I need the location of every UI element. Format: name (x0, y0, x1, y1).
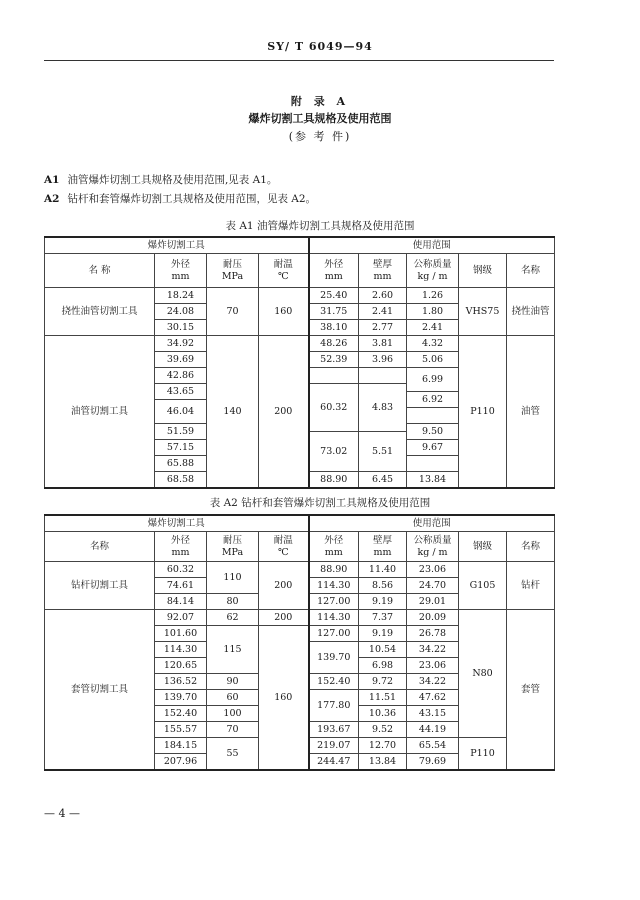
cell: 74.61 (155, 578, 207, 594)
table-a2-caption: 表 A2 钻杆和套管爆炸切割工具规格及使用范围 (209, 497, 431, 509)
col-wall-label: 壁厚 (373, 258, 393, 270)
cell: 219.07 (309, 738, 359, 754)
unit-mm: mm (171, 270, 190, 282)
paragraph-number: A2 (44, 193, 60, 205)
cell: 120.65 (155, 658, 207, 674)
cell: 65.88 (155, 456, 207, 472)
col-mass (407, 254, 459, 288)
unit-mm: mm (171, 546, 190, 558)
cell: 48.26 (309, 336, 359, 352)
cell: 9.19 (359, 626, 407, 642)
paragraph-a1 (44, 172, 277, 187)
col-od-label: 外径 (170, 258, 190, 270)
col-name: 名 称 (45, 254, 155, 288)
cell: 23.06 (407, 562, 459, 578)
cell: 60.32 (309, 384, 359, 432)
unit-mpa: MPa (221, 270, 244, 282)
cell: 12.70 (359, 738, 407, 754)
unit-degc: ℃ (277, 546, 289, 558)
cell: 60.32 (155, 562, 207, 578)
cell: 43.15 (407, 706, 459, 722)
col-grade: 钢级 (459, 254, 507, 288)
cell: 29.01 (407, 594, 459, 610)
paragraph-number: A1 (44, 174, 60, 186)
table-a1-caption: 表 A1 油管爆炸切割工具规格及使用范围 (225, 220, 415, 232)
cell: 200 (259, 336, 309, 489)
cell: 31.75 (309, 304, 359, 320)
paragraph-a2 (44, 191, 316, 206)
cell: 25.40 (309, 288, 359, 304)
cell: 160 (259, 626, 309, 771)
cell: 6.92 (407, 392, 459, 408)
document-header: SY/ T 6049—94 (267, 40, 373, 53)
cell: 160 (259, 288, 309, 336)
cell: 136.52 (155, 674, 207, 690)
cell: 60 (207, 690, 259, 706)
cell: 207.96 (155, 754, 207, 771)
cell: 13.84 (407, 472, 459, 489)
cell: 5.06 (407, 352, 459, 368)
col-pressure (207, 254, 259, 288)
cell: 139.70 (155, 690, 207, 706)
tool-group-header: 爆炸切割工具 (45, 515, 309, 532)
col-grade: 钢级 (459, 532, 507, 562)
cell: 57.15 (155, 440, 207, 456)
cell-empty (407, 456, 459, 472)
cell: 5.51 (359, 432, 407, 472)
unit-kgm: kg / m (417, 546, 448, 558)
table-row (45, 562, 555, 578)
cell: 油管 (507, 336, 555, 489)
cell: 155.57 (155, 722, 207, 738)
cell-empty (407, 408, 459, 424)
cell: 100 (207, 706, 259, 722)
cell: 6.99 (407, 368, 459, 392)
unit-mpa: MPa (221, 546, 244, 558)
cell: 200 (259, 610, 309, 626)
cell: 177.80 (309, 690, 359, 722)
cell: 139.70 (309, 642, 359, 674)
col-pressure-label: 耐压 (222, 534, 242, 546)
col-use-od (309, 532, 359, 562)
cell: 88.90 (309, 472, 359, 489)
cell: 4.32 (407, 336, 459, 352)
cell: 127.00 (309, 626, 359, 642)
cell: 65.54 (407, 738, 459, 754)
cell: 101.60 (155, 626, 207, 642)
cell: 152.40 (155, 706, 207, 722)
header-rule (44, 60, 554, 61)
paragraph-text: 油管爆炸切割工具规格及使用范围,见表 A1。 (67, 174, 278, 186)
cell: 84.14 (155, 594, 207, 610)
cell: 1.26 (407, 288, 459, 304)
cell: 2.60 (359, 288, 407, 304)
cell: P110 (459, 738, 507, 771)
cell: 114.30 (309, 610, 359, 626)
col-temp (259, 254, 309, 288)
cell: 114.30 (309, 578, 359, 594)
cell: 90 (207, 674, 259, 690)
col-wall-label: 壁厚 (373, 534, 393, 546)
col-temp (259, 532, 309, 562)
col-use-name: 名称 (507, 254, 555, 288)
appendix-type: (参 考 件) (288, 130, 352, 143)
cell: 套管 (507, 610, 555, 771)
unit-degc: ℃ (277, 270, 289, 282)
tool-group-header: 爆炸切割工具 (45, 237, 309, 254)
cell: 3.81 (359, 336, 407, 352)
cell: 110 (207, 562, 259, 594)
tool-name: 挠性油管切割工具 (45, 288, 155, 336)
cell-empty (359, 368, 407, 384)
cell: 钻杆 (507, 562, 555, 610)
cell: 9.50 (407, 424, 459, 440)
cell: 10.36 (359, 706, 407, 722)
cell: 52.39 (309, 352, 359, 368)
use-group-header: 使用范围 (309, 515, 555, 532)
cell: 6.98 (359, 658, 407, 674)
use-group-header: 使用范围 (309, 237, 555, 254)
table-row (45, 288, 555, 304)
cell: 18.24 (155, 288, 207, 304)
cell: 114.30 (155, 642, 207, 658)
appendix-title: 爆炸切割工具规格及使用范围 (248, 112, 392, 125)
col-use-od-label: 外径 (324, 258, 344, 270)
col-temp-label: 耐温 (273, 534, 293, 546)
cell: 11.40 (359, 562, 407, 578)
col-wall (359, 532, 407, 562)
cell: 115 (207, 626, 259, 674)
cell: 79.69 (407, 754, 459, 771)
cell: 152.40 (309, 674, 359, 690)
cell: 70 (207, 288, 259, 336)
cell: 11.51 (359, 690, 407, 706)
paragraph-text: 钻杆和套管爆炸切割工具规格及使用范围，见表 A2。 (67, 193, 317, 205)
cell: 34.22 (407, 674, 459, 690)
cell: 24.70 (407, 578, 459, 594)
cell: 9.67 (407, 440, 459, 456)
cell: 30.15 (155, 320, 207, 336)
col-pressure-label: 耐压 (222, 258, 242, 270)
col-use-od (309, 254, 359, 288)
col-od-label: 外径 (170, 534, 190, 546)
cell: P110 (459, 336, 507, 489)
col-pressure (207, 532, 259, 562)
cell: 34.92 (155, 336, 207, 352)
cell: 184.15 (155, 738, 207, 754)
unit-mm: mm (373, 270, 392, 282)
cell: 92.07 (155, 610, 207, 626)
cell: 9.19 (359, 594, 407, 610)
cell: 20.09 (407, 610, 459, 626)
cell: VHS75 (459, 288, 507, 336)
cell: 68.58 (155, 472, 207, 489)
cell: 140 (207, 336, 259, 489)
cell: 244.47 (309, 754, 359, 771)
cell: 200 (259, 562, 309, 610)
cell: N80 (459, 610, 507, 738)
cell: 8.56 (359, 578, 407, 594)
cell: 88.90 (309, 562, 359, 578)
cell: 3.96 (359, 352, 407, 368)
cell: 70 (207, 722, 259, 738)
cell: 55 (207, 738, 259, 771)
cell: 24.08 (155, 304, 207, 320)
cell: 34.22 (407, 642, 459, 658)
cell: 42.86 (155, 368, 207, 384)
cell: 62 (207, 610, 259, 626)
cell: 38.10 (309, 320, 359, 336)
col-wall (359, 254, 407, 288)
col-od (155, 532, 207, 562)
table-row (45, 610, 555, 626)
col-od (155, 254, 207, 288)
col-temp-label: 耐温 (273, 258, 293, 270)
cell: 44.19 (407, 722, 459, 738)
cell: 9.72 (359, 674, 407, 690)
cell: 2.41 (359, 304, 407, 320)
tool-name: 套管切割工具 (45, 610, 155, 771)
cell: 7.37 (359, 610, 407, 626)
cell: 39.69 (155, 352, 207, 368)
unit-kgm: kg / m (417, 270, 448, 282)
cell: 9.52 (359, 722, 407, 738)
cell: 4.83 (359, 384, 407, 432)
cell: 47.62 (407, 690, 459, 706)
cell: 挠性油管 (507, 288, 555, 336)
col-mass-label: 公称质量 (413, 534, 452, 546)
cell: 2.41 (407, 320, 459, 336)
cell: G105 (459, 562, 507, 610)
page-number: — 4 — (44, 807, 80, 820)
cell: 46.04 (155, 400, 207, 424)
cell: 13.84 (359, 754, 407, 771)
unit-mm: mm (324, 546, 343, 558)
cell: 43.65 (155, 384, 207, 400)
cell: 73.02 (309, 432, 359, 472)
tool-name: 钻杆切割工具 (45, 562, 155, 610)
cell: 1.80 (407, 304, 459, 320)
col-use-name: 名称 (507, 532, 555, 562)
unit-mm: mm (324, 270, 343, 282)
col-use-od-label: 外径 (324, 534, 344, 546)
cell: 127.00 (309, 594, 359, 610)
unit-mm: mm (373, 546, 392, 558)
col-mass (407, 532, 459, 562)
col-mass-label: 公称质量 (413, 258, 452, 270)
cell: 23.06 (407, 658, 459, 674)
cell: 10.54 (359, 642, 407, 658)
cell: 26.78 (407, 626, 459, 642)
cell: 51.59 (155, 424, 207, 440)
table-a1 (44, 236, 555, 489)
cell: 6.45 (359, 472, 407, 489)
table-a2 (44, 514, 555, 771)
cell-empty (309, 368, 359, 384)
table-row (45, 336, 555, 344)
tool-name: 油管切割工具 (45, 336, 155, 489)
cell: 193.67 (309, 722, 359, 738)
col-name: 名称 (45, 532, 155, 562)
cell: 80 (207, 594, 259, 610)
cell: 2.77 (359, 320, 407, 336)
appendix-label: 附 录 A (290, 95, 350, 108)
